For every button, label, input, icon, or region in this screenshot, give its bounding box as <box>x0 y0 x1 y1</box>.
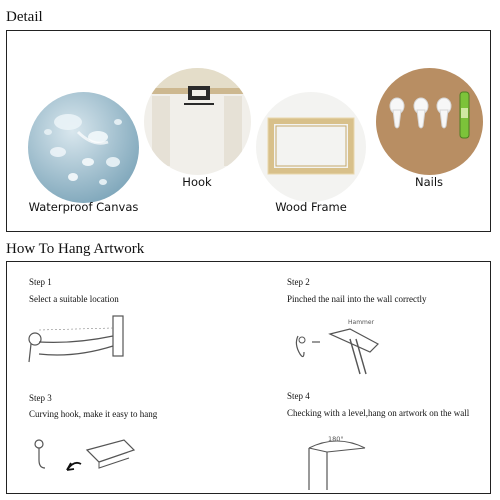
step-4-title: Step 4 <box>287 391 310 401</box>
detail-panel <box>6 30 491 232</box>
step-4-desc: Checking with a level,hang on artwork on the wall <box>287 408 470 418</box>
step-2-desc: Pinched the nail into the wall correctly <box>287 294 427 304</box>
hook-image <box>144 68 251 175</box>
step-2-illustration <box>290 314 400 384</box>
degree-label: 180° <box>328 435 344 443</box>
waterproof-canvas-label: Waterproof Canvas <box>28 200 139 214</box>
step-1-illustration <box>25 314 135 374</box>
nails-image <box>376 68 483 175</box>
waterproof-canvas-image <box>28 92 139 203</box>
hook-label: Hook <box>182 175 212 189</box>
step-1-title: Step 1 <box>29 277 52 287</box>
step-2-title: Step 2 <box>287 277 310 287</box>
wood-frame-image <box>256 92 366 202</box>
step-1-desc: Select a suitable location <box>29 294 119 304</box>
step-4-illustration <box>297 430 417 492</box>
wood-frame-label: Wood Frame <box>275 200 347 214</box>
step-3-title: Step 3 <box>29 393 52 403</box>
howto-title: How To Hang Artwork <box>6 241 145 257</box>
detail-title: Detail <box>6 9 43 25</box>
step-3-desc: Curving hook, make it easy to hang <box>29 409 158 419</box>
howto-panel <box>6 261 491 494</box>
step-3-illustration <box>29 432 149 482</box>
nails-label: Nails <box>414 175 444 189</box>
hammer-label: Hammer <box>348 319 375 326</box>
